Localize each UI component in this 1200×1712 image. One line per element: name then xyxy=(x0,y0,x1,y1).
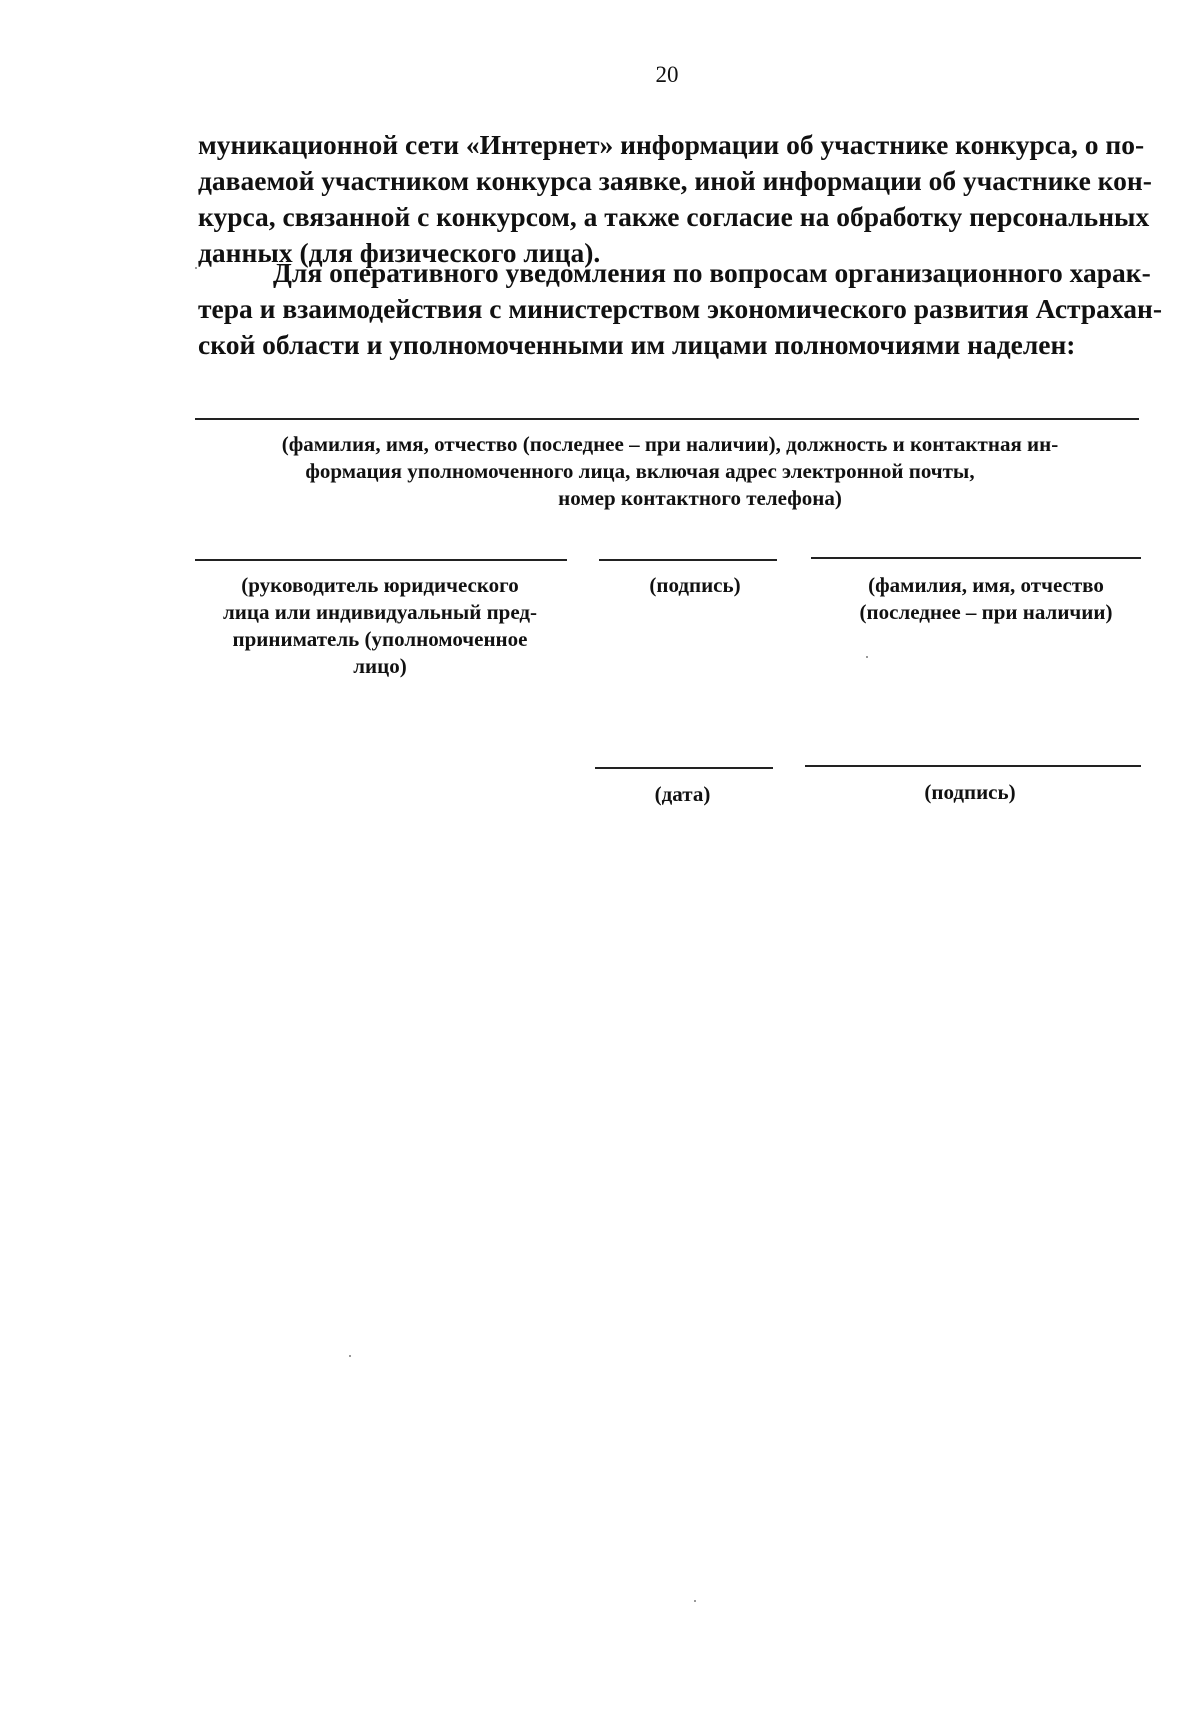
authorized-person-caption xyxy=(200,431,1140,512)
date-caption: (дата) xyxy=(654,782,711,806)
paragraph-notification xyxy=(198,255,1163,363)
second-signature-caption: (подпись) xyxy=(924,780,1016,804)
caption-line: (фамилия, имя, отчество xyxy=(868,573,1104,597)
caption-line: лицо) xyxy=(353,654,407,678)
second-signature-line xyxy=(805,765,1141,767)
caption-line: приниматель (уполномоченное xyxy=(232,627,528,651)
paragraph-line: данных (для физического лица). xyxy=(198,237,601,268)
paragraph-line: тера и взаимодействия с министерством экономического развития Астрахан- xyxy=(198,293,1163,324)
scan-speck xyxy=(694,1600,696,1602)
paragraph-line: даваемой участником конкурса заявке, иной информации об участнике кон- xyxy=(198,165,1152,196)
caption-line: (руководитель юридического xyxy=(241,573,519,597)
authorized-person-line xyxy=(195,418,1139,420)
caption-line: формация уполномоченного лица, включая адрес электронной почты, xyxy=(305,459,975,483)
caption-line: (последнее – при наличии) xyxy=(859,600,1113,624)
signature-caption: (подпись) xyxy=(649,573,741,597)
head-line xyxy=(195,559,567,561)
caption-line: (фамилия, имя, отчество (последнее – при наличии), должность и контактная ин- xyxy=(281,432,1059,456)
paragraph-line: ской области и уполномоченными им лицами полномочиями наделен: xyxy=(198,329,1076,360)
paragraph-line: муникационной сети «Интернет» информации об участнике конкурса, о по- xyxy=(198,129,1145,160)
paragraph-consent xyxy=(198,127,1152,271)
paragraph-line: курса, связанной с конкурсом, а также согласие на обработку персональных xyxy=(198,201,1150,232)
page-number: 20 xyxy=(655,62,679,87)
caption-line: номер контактного телефона) xyxy=(558,486,842,510)
paragraph-line: Для оперативного уведомления по вопросам организационного харак- xyxy=(273,257,1151,288)
name-caption xyxy=(826,572,1146,626)
scan-speck xyxy=(195,267,197,269)
caption-line: лица или индивидуальный пред- xyxy=(222,600,538,624)
name-line xyxy=(811,557,1141,559)
head-caption xyxy=(190,572,570,680)
scan-speck xyxy=(866,656,868,658)
scan-speck xyxy=(349,1355,351,1357)
signature-line xyxy=(599,559,777,561)
date-line xyxy=(595,767,773,769)
